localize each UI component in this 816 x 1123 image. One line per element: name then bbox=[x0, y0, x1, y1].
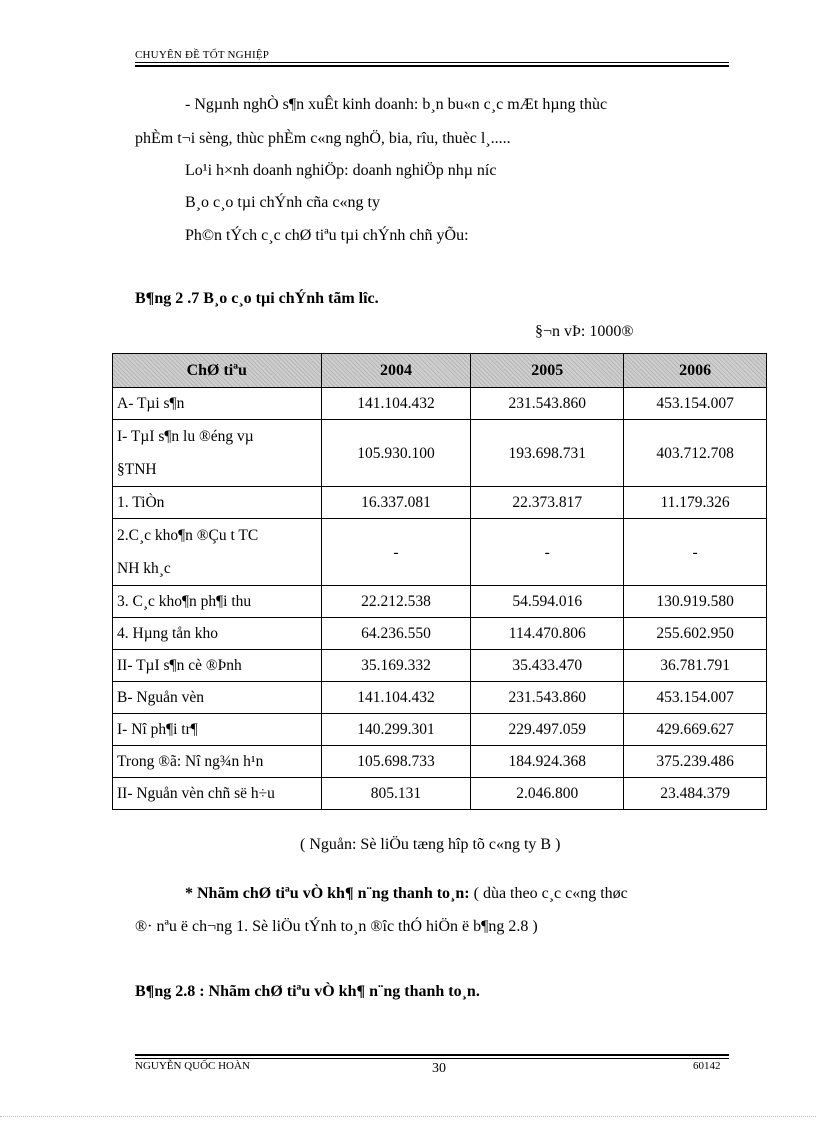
table-row bbox=[113, 746, 767, 778]
column-header: 2005 bbox=[471, 354, 624, 388]
row-label-line: §TNH bbox=[117, 461, 157, 478]
header-rule bbox=[135, 62, 729, 63]
cell-value: 141.104.432 bbox=[321, 682, 471, 714]
cell-value: 16.337.081 bbox=[321, 487, 471, 519]
table-row bbox=[113, 618, 767, 650]
cell-value: - bbox=[624, 519, 767, 586]
table-row bbox=[113, 487, 767, 519]
cell-value: - bbox=[321, 519, 471, 586]
cell-value: 429.669.627 bbox=[624, 714, 767, 746]
table-row bbox=[113, 778, 767, 810]
table-header-row bbox=[113, 354, 767, 388]
cell-value: 231.543.860 bbox=[471, 388, 624, 420]
cell-value: 35.169.332 bbox=[321, 650, 471, 682]
table-caption: B¶ng 2 .7 B¸o c¸o tµi chÝnh tãm lîc. bbox=[135, 290, 379, 307]
financial-summary-table bbox=[112, 353, 767, 810]
table-row bbox=[113, 586, 767, 618]
cell-value: 805.131 bbox=[321, 778, 471, 810]
cell-value: 453.154.007 bbox=[624, 682, 767, 714]
row-label: 1. TiÒn bbox=[113, 487, 322, 519]
row-label: 4. Hµng tån kho bbox=[113, 618, 322, 650]
header-rule-thick bbox=[135, 65, 729, 67]
cell-value: 403.712.708 bbox=[624, 420, 767, 487]
table-row bbox=[113, 650, 767, 682]
row-label: 3. C¸c kho¶n ph¶i thu bbox=[113, 586, 322, 618]
page-number: 30 bbox=[432, 1061, 446, 1076]
row-label: II- Nguån vèn chñ së h÷u bbox=[113, 778, 322, 810]
row-label-line: NH kh¸c bbox=[117, 560, 171, 577]
cell-value: 375.239.486 bbox=[624, 746, 767, 778]
paragraph-line: - Ngµnh nghÒ s¶n xuÊt kinh doanh: b¸n bu«n c¸c mÆt hµng thùc bbox=[185, 96, 608, 113]
table-row bbox=[113, 682, 767, 714]
page-separator bbox=[0, 1116, 816, 1117]
cell-value: - bbox=[471, 519, 624, 586]
table-row bbox=[113, 388, 767, 420]
table-source-note: ( Nguån: Sè liÖu tæng hîp tõ c«ng ty B ) bbox=[300, 836, 561, 853]
cell-value: 64.236.550 bbox=[321, 618, 471, 650]
cell-value: 255.602.950 bbox=[624, 618, 767, 650]
row-label-line: 2.C¸c kho¶n ®Çu t TC bbox=[117, 527, 259, 544]
cell-value: 184.924.368 bbox=[471, 746, 624, 778]
column-header: ChØ tiªu bbox=[113, 354, 322, 388]
page-header-title: CHUYÊN ĐỀ TỐT NGHIỆP bbox=[135, 49, 270, 61]
cell-value: 193.698.731 bbox=[471, 420, 624, 487]
unit-label: §¬n vÞ: 1000® bbox=[535, 323, 634, 340]
section-heading-bold: * Nhãm chØ tiªu vÒ kh¶ n¨ng thanh to¸n: bbox=[185, 885, 470, 902]
row-label: I- Nî ph¶i tr¶ bbox=[113, 714, 322, 746]
cell-value: 35.433.470 bbox=[471, 650, 624, 682]
row-label: B- Nguån vèn bbox=[113, 682, 322, 714]
footer-code: 60142 bbox=[693, 1060, 721, 1072]
section-heading-rest: ( dùa theo c¸c c«ng thøc bbox=[469, 885, 628, 902]
row-label bbox=[113, 519, 322, 586]
table-caption: B¶ng 2.8 : Nhãm chØ tiªu vÒ kh¶ n¨ng thanh to¸n. bbox=[135, 983, 480, 1000]
cell-value: 11.179.326 bbox=[624, 487, 767, 519]
footer-rule-thick bbox=[135, 1054, 729, 1056]
column-header: 2006 bbox=[624, 354, 767, 388]
cell-value: 105.698.733 bbox=[321, 746, 471, 778]
cell-value: 453.154.007 bbox=[624, 388, 767, 420]
cell-value: 231.543.860 bbox=[471, 682, 624, 714]
cell-value: 22.212.538 bbox=[321, 586, 471, 618]
row-label: II- TµI s¶n cè ®Þnh bbox=[113, 650, 322, 682]
footer-author: NGUYỄN QUỐC HOÀN bbox=[135, 1060, 250, 1072]
cell-value: 105.930.100 bbox=[321, 420, 471, 487]
paragraph-line: ®· nªu ë ch¬ng 1. Sè liÖu tÝnh to¸n ®îc thÓ hiÖn ë b¶ng 2.8 ) bbox=[135, 918, 538, 935]
cell-value: 54.594.016 bbox=[471, 586, 624, 618]
row-label: Trong ®ã: Nî ng¾n h¹n bbox=[113, 746, 322, 778]
cell-value: 130.919.580 bbox=[624, 586, 767, 618]
cell-value: 22.373.817 bbox=[471, 487, 624, 519]
footer-rule bbox=[135, 1058, 729, 1059]
paragraph-line: B¸o c¸o tµi chÝnh cña c«ng ty bbox=[185, 194, 380, 211]
section-heading bbox=[185, 885, 628, 903]
cell-value: 141.104.432 bbox=[321, 388, 471, 420]
row-label-line: I- TµI s¶n lu ®éng vµ bbox=[117, 428, 254, 445]
paragraph-line: phÈm t¬i sèng, thùc phÈm c«ng nghÖ, bia, rîu, thuèc l¸..... bbox=[135, 130, 511, 147]
column-header: 2004 bbox=[321, 354, 471, 388]
row-label: A- Tµi s¶n bbox=[113, 388, 322, 420]
cell-value: 2.046.800 bbox=[471, 778, 624, 810]
cell-value: 114.470.806 bbox=[471, 618, 624, 650]
row-label bbox=[113, 420, 322, 487]
cell-value: 229.497.059 bbox=[471, 714, 624, 746]
cell-value: 36.781.791 bbox=[624, 650, 767, 682]
cell-value: 23.484.379 bbox=[624, 778, 767, 810]
cell-value: 140.299.301 bbox=[321, 714, 471, 746]
table-row bbox=[113, 714, 767, 746]
paragraph-line: Lo¹i h×nh doanh nghiÖp: doanh nghiÖp nhµ níc bbox=[185, 162, 497, 179]
paragraph-line: Ph©n tÝch c¸c chØ tiªu tµi chÝnh chñ yÕu: bbox=[185, 227, 469, 244]
table-row bbox=[113, 420, 767, 487]
table-row bbox=[113, 519, 767, 586]
